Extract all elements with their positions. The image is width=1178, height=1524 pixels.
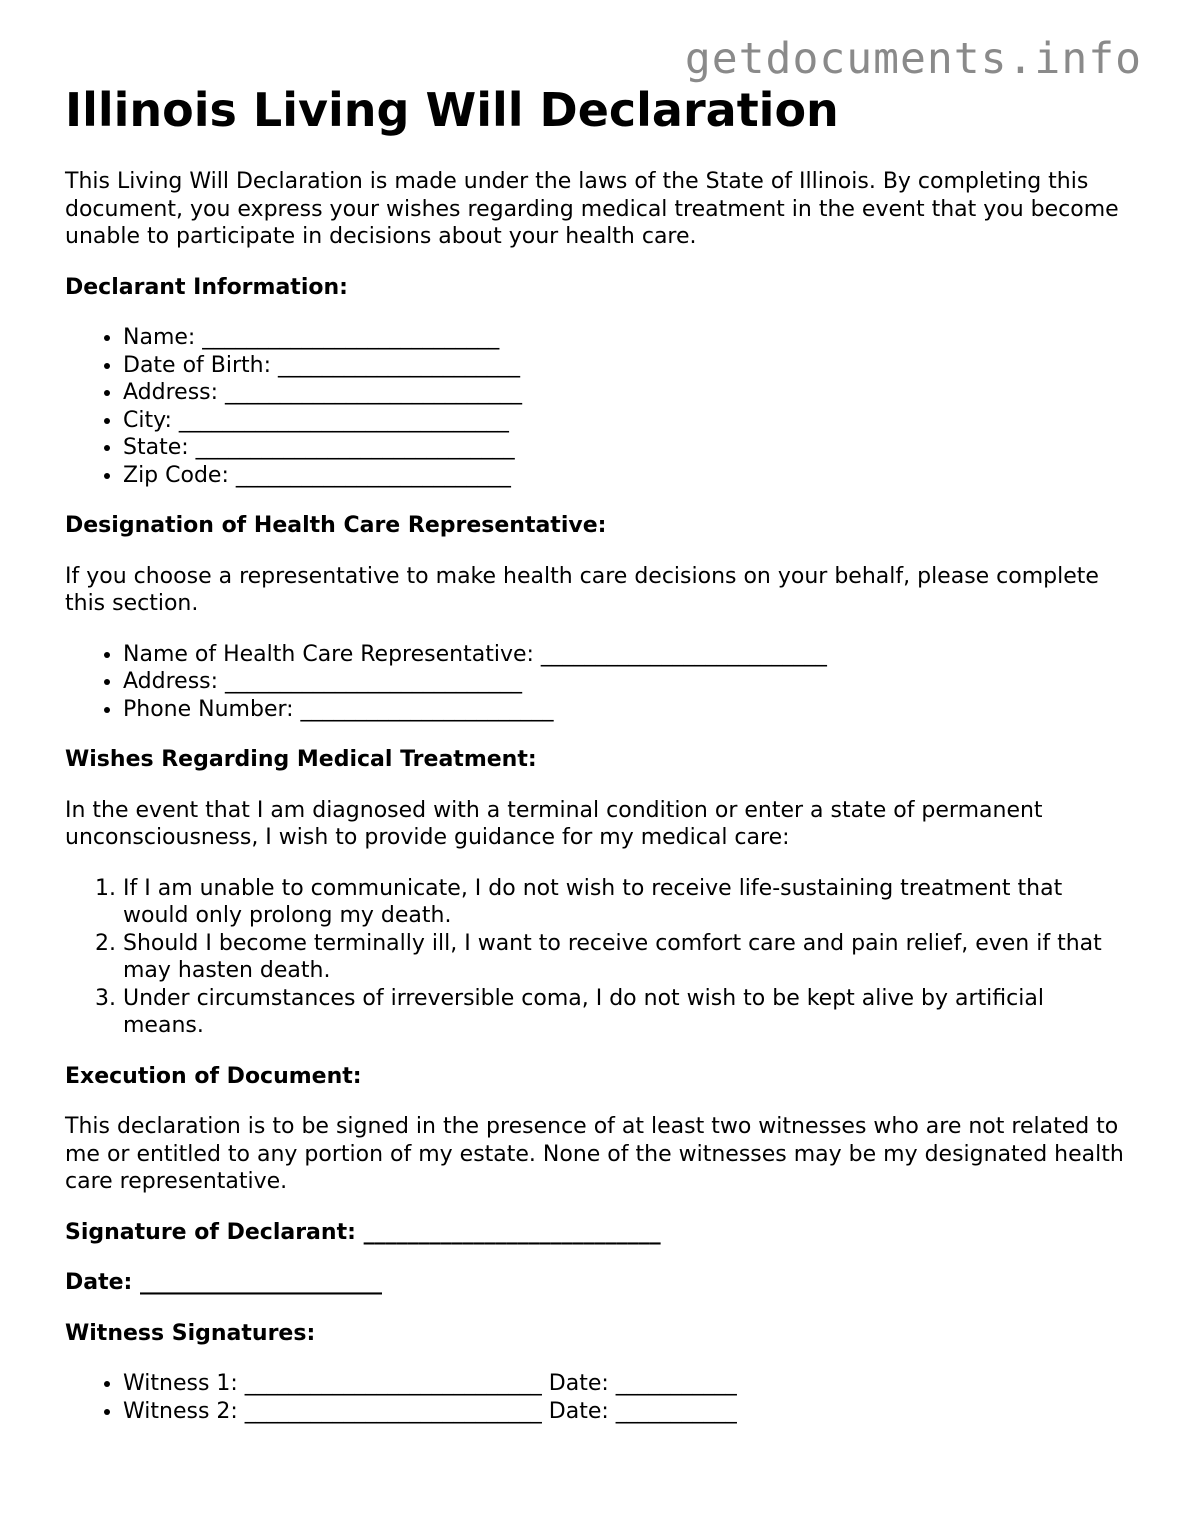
field-date-of-birth[interactable]: • Date of Birth: ______________________ (123, 352, 1125, 380)
witness-heading: Witness Signatures: (65, 1320, 316, 1346)
witness-list (65, 1370, 1125, 1425)
field-representative-name[interactable]: • Name of Health Care Representative: __________________________ (123, 641, 1125, 669)
execution-text: This declaration is to be signed in the presence of at least two witnesses who are not related to me or entitled to any portion of my estate. None of the witnesses may be my designated health care representative. (65, 1114, 1124, 1194)
wish-item: 1. If I am unable to communicate, I do not wish to receive life-sustaining treatment that would only prolong my death. (123, 875, 1125, 930)
wishes-list (65, 875, 1125, 1040)
wishes-text: In the event that I am diagnosed with a terminal condition or enter a state of permanent unconsciousness, I wish to provide guidance for my medical care: (65, 797, 1043, 850)
field-name[interactable]: • Name: ___________________________ (123, 324, 1125, 352)
date-line (65, 1269, 1125, 1297)
wishes-heading: Wishes Regarding Medical Treatment: (65, 747, 537, 772)
signature-line (65, 1219, 1125, 1247)
field-zip-code[interactable]: • Zip Code: _________________________ (123, 462, 1125, 490)
field-state[interactable]: • State: _____________________________ (123, 434, 1125, 462)
signature-label: Signature of Declarant: (65, 1219, 356, 1245)
declarant-heading: Declarant Information: (65, 274, 348, 300)
date-blank[interactable]: ______________________ (140, 1270, 383, 1295)
field-representative-phone[interactable]: • Phone Number: _______________________ (123, 696, 1125, 724)
witness-2-line[interactable]: • Witness 2: ___________________________ Date: ___________ (123, 1398, 1125, 1426)
signature-blank[interactable]: ___________________________ (363, 1219, 661, 1245)
field-representative-address[interactable]: • Address: ___________________________ (123, 668, 1125, 696)
wish-item: 2. Should I become terminally ill, I want to receive comfort care and pain relief, even if that may hasten death. (123, 930, 1125, 985)
wish-item: 3. Under circumstances of irreversible coma, I do not wish to be kept alive by artificial means. (123, 985, 1125, 1040)
page-title: Illinois Living Will Declaration (65, 83, 839, 137)
execution-heading: Execution of Document: (65, 1063, 362, 1089)
witness-1-line[interactable]: • Witness 1: ___________________________ Date: ___________ (123, 1370, 1125, 1398)
date-label: Date: (65, 1270, 133, 1295)
field-address[interactable]: • Address: ___________________________ (123, 379, 1125, 407)
representative-text: If you choose a representative to make health care decisions on your behalf, please complete this section. (65, 563, 1099, 616)
watermark: getdocuments.info (684, 34, 1142, 84)
declarant-fields (65, 324, 1125, 489)
document-page (65, 80, 1125, 1425)
intro-paragraph: This Living Will Declaration is made under the laws of the State of Illinois. By completing this document, you express your wishes regarding medical treatment in the event that you become unable to participate in decisions about your health care. (65, 169, 1119, 249)
representative-fields (65, 641, 1125, 724)
representative-heading: Designation of Health Care Representative: (65, 513, 607, 538)
field-city[interactable]: • City: ______________________________ (123, 407, 1125, 435)
